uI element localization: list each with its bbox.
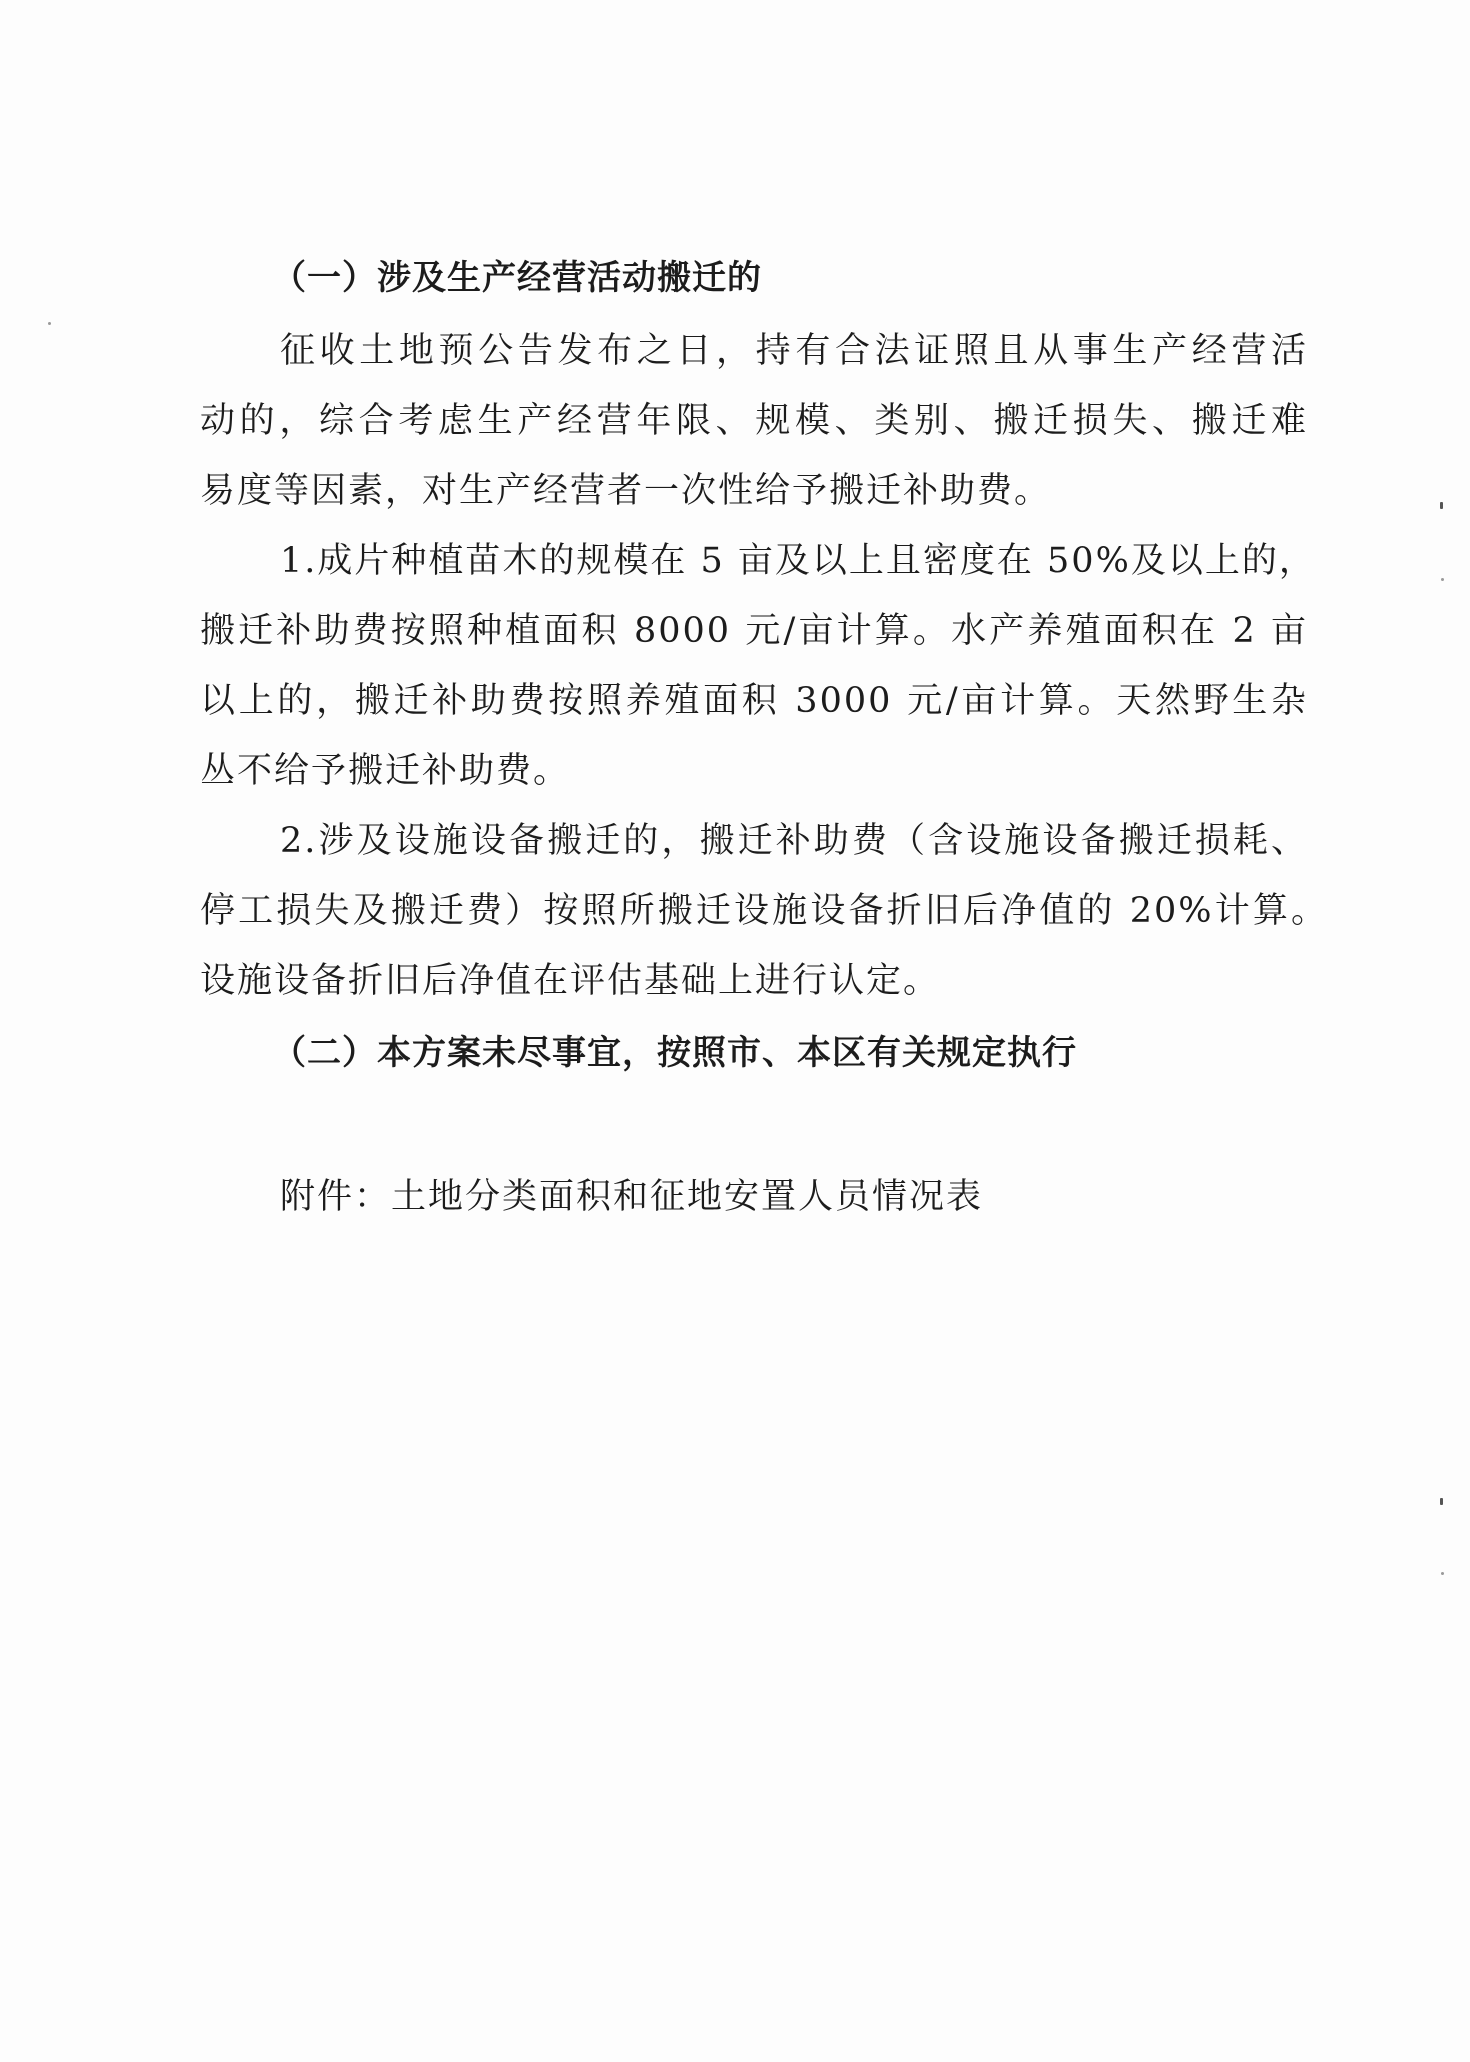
section-1-heading: （一）涉及生产经营活动搬迁的 — [272, 258, 762, 298]
section-1-paragraph-line-3: 易度等因素，对生产经营者一次性给予搬迁补助费。 — [200, 471, 1052, 511]
section-1-paragraph-line-2: 动的，综合考虑生产经营年限、规模、类别、搬迁损失、搬迁难 — [200, 401, 1308, 441]
item-1-line-2: 搬迁补助费按照种植面积 8000 元/亩计算。水产养殖面积在 2 亩 — [200, 611, 1308, 651]
attachment-line: 附件：土地分类面积和征地安置人员情况表 — [280, 1177, 984, 1217]
item-1-line-3: 以上的，搬迁补助费按照养殖面积 3000 元/亩计算。天然野生杂 — [200, 681, 1308, 721]
item-1-line-4: 丛不给予搬迁补助费。 — [200, 751, 571, 791]
section-1-paragraph-line-1: 征收土地预公告发布之日，持有合法证照且从事生产经营活 — [280, 331, 1308, 371]
scan-artifact — [48, 322, 51, 325]
scan-artifact — [1440, 502, 1443, 509]
item-2-line-1: 2.涉及设施设备搬迁的，搬迁补助费（含设施设备搬迁损耗、 — [280, 821, 1308, 861]
item-2-line-2: 停工损失及搬迁费）按照所搬迁设施设备折旧后净值的 20%计算。 — [200, 891, 1328, 931]
item-1-line-1: 1.成片种植苗木的规模在 5 亩及以上且密度在 50%及以上的， — [280, 541, 1316, 581]
item-2-line-3: 设施设备折旧后净值在评估基础上进行认定。 — [200, 961, 941, 1001]
scan-artifact — [1441, 1572, 1444, 1575]
section-2-heading: （二）本方案未尽事宜，按照市、本区有关规定执行 — [272, 1033, 1077, 1073]
scan-artifact — [1440, 1498, 1443, 1505]
scan-artifact — [1441, 578, 1444, 581]
